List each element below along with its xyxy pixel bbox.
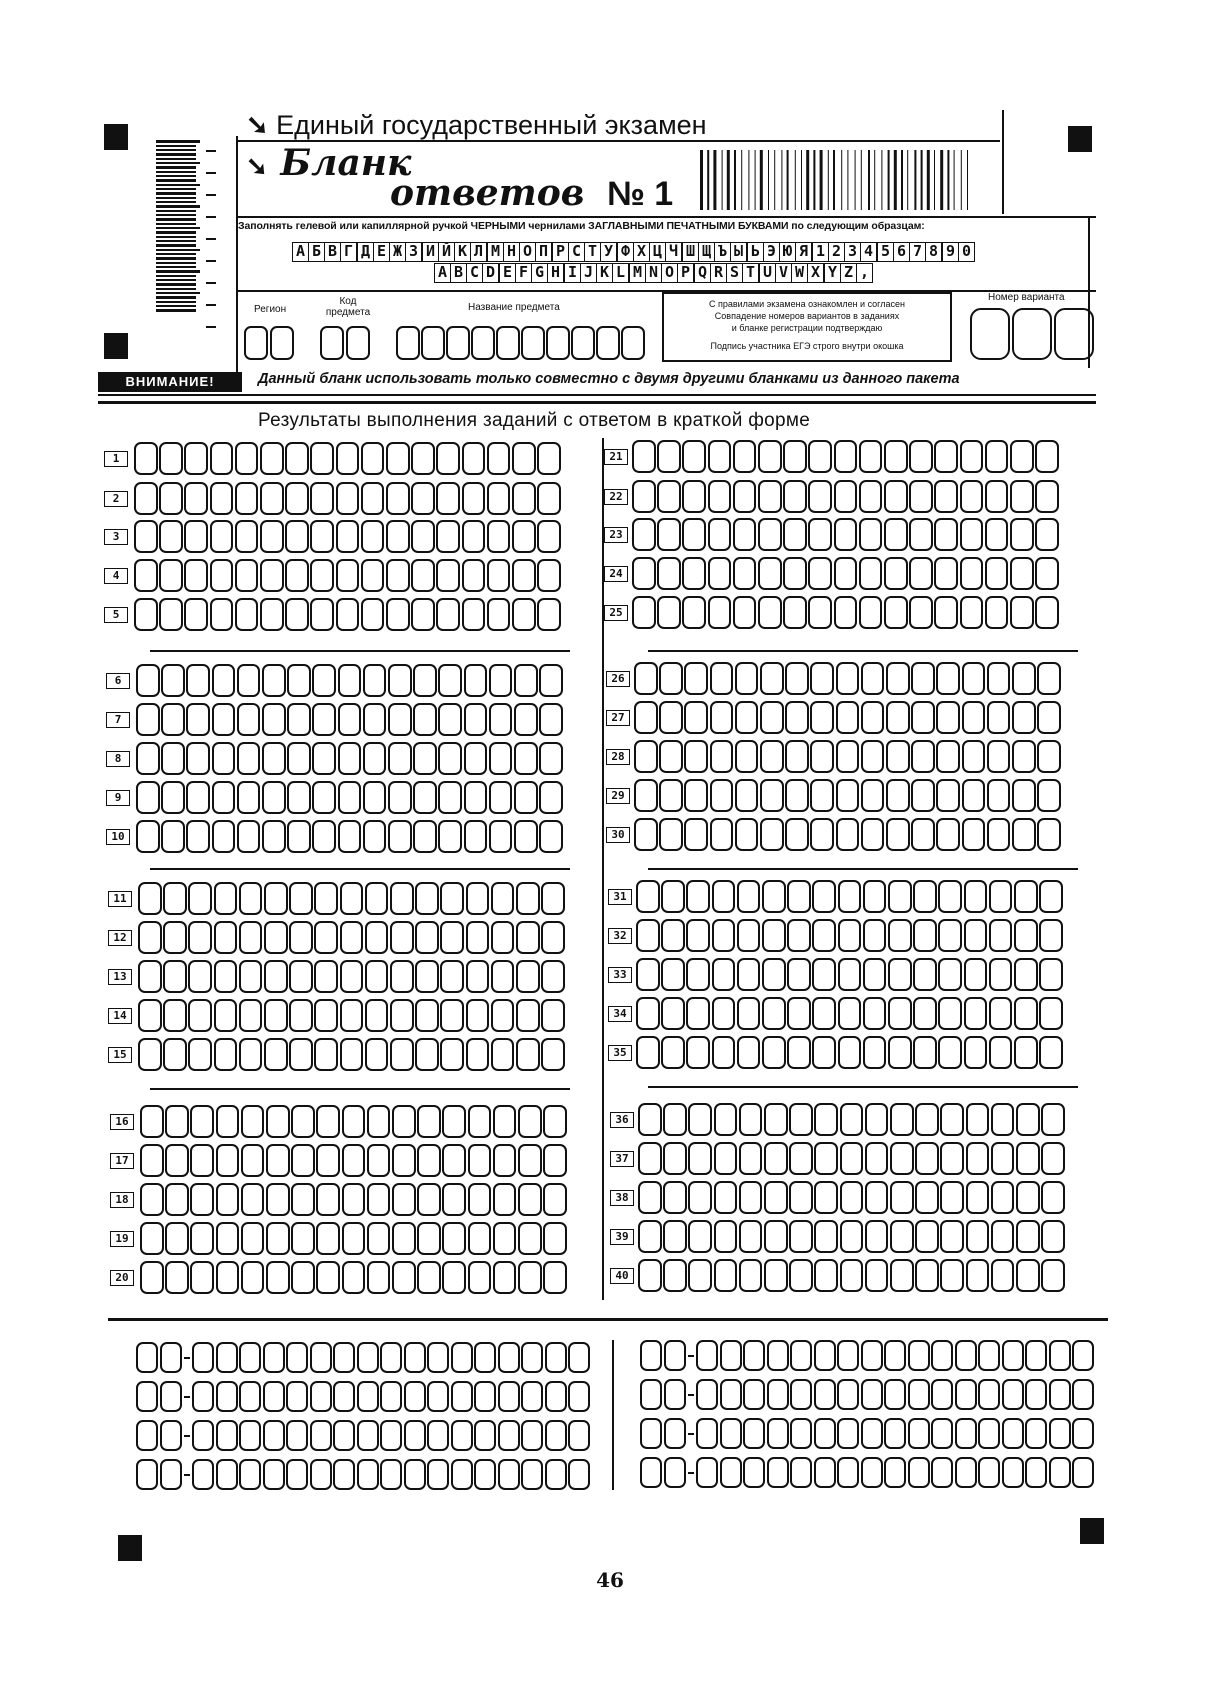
replacement-answer-cell[interactable] bbox=[696, 1457, 718, 1488]
sample-letter: V bbox=[775, 263, 792, 283]
replacement-answer-cell[interactable] bbox=[743, 1379, 765, 1410]
sample-letter: К bbox=[454, 242, 471, 262]
task-number-label: 28 bbox=[606, 749, 630, 765]
replacement-answer-cell[interactable] bbox=[837, 1379, 859, 1410]
sample-letter: Ш bbox=[682, 242, 699, 262]
replacement-answer-cell[interactable] bbox=[216, 1420, 238, 1451]
sample-letter: D bbox=[482, 263, 499, 283]
sample-letter: Р bbox=[552, 242, 569, 262]
replacement-answer-cell[interactable] bbox=[404, 1459, 426, 1490]
task-number-label: 39 bbox=[610, 1229, 634, 1245]
sample-letter: Q bbox=[694, 263, 711, 283]
replacement-answer-cell[interactable] bbox=[720, 1418, 742, 1449]
agreement-line: С правилами экзамена ознакомлен и согласен bbox=[708, 299, 905, 309]
replacement-answer-cell[interactable] bbox=[978, 1340, 1000, 1371]
replacement-answer-cell[interactable] bbox=[521, 1420, 543, 1451]
replacement-answer-cell[interactable] bbox=[955, 1418, 977, 1449]
task-number-label: 18 bbox=[110, 1192, 134, 1208]
replacement-answer-cell[interactable] bbox=[1072, 1379, 1094, 1410]
replacement-answer-cell[interactable] bbox=[978, 1379, 1000, 1410]
sample-letter: С bbox=[568, 242, 585, 262]
replacement-answer-cell[interactable] bbox=[978, 1418, 1000, 1449]
replacement-answer-cell[interactable] bbox=[767, 1457, 789, 1488]
sample-letter: N bbox=[645, 263, 662, 283]
replacement-answer-cell[interactable] bbox=[1025, 1379, 1047, 1410]
replacement-answer-cell[interactable] bbox=[380, 1342, 402, 1373]
replacement-answer-cell[interactable] bbox=[474, 1381, 496, 1412]
replacement-answer-cell[interactable] bbox=[545, 1459, 567, 1490]
replacement-answer-cell[interactable] bbox=[380, 1420, 402, 1451]
replacement-divider bbox=[612, 1340, 614, 1490]
replacement-answer-cell[interactable] bbox=[239, 1342, 261, 1373]
replacement-answer-cell[interactable] bbox=[814, 1457, 836, 1488]
replacement-answer-cell[interactable] bbox=[837, 1340, 859, 1371]
sample-letter: O bbox=[661, 263, 678, 283]
replacement-answer-cell[interactable] bbox=[286, 1342, 308, 1373]
replacement-answer-cell[interactable] bbox=[767, 1340, 789, 1371]
dash-icon bbox=[184, 1357, 190, 1359]
sample-letter: 0 bbox=[958, 242, 975, 262]
task-number-label: 2 bbox=[104, 491, 128, 507]
replacement-answer-cell[interactable] bbox=[1049, 1379, 1071, 1410]
sample-letter: S bbox=[726, 263, 743, 283]
task-number-label: 40 bbox=[610, 1268, 634, 1284]
task-number-label: 27 bbox=[606, 710, 630, 726]
page-number: 46 bbox=[596, 1568, 624, 1592]
replacement-answer-cell[interactable] bbox=[790, 1418, 812, 1449]
replacement-answer-cell[interactable] bbox=[427, 1381, 449, 1412]
task-number-label: 36 bbox=[610, 1112, 634, 1128]
replacement-answer-cell[interactable] bbox=[451, 1381, 473, 1412]
replacement-answer-cell[interactable] bbox=[263, 1342, 285, 1373]
replacement-answer-cell[interactable] bbox=[310, 1459, 332, 1490]
sample-letter: P bbox=[677, 263, 694, 283]
fill-instruction: Заполнять гелевой или капиллярной ручкой ЧЕРНЫМИ чернилами ЗАГЛАВНЫМИ ПЕЧАТНЫМИ БУКВАМИ по следующим образцам: bbox=[238, 220, 925, 232]
replacement-answer-cell[interactable] bbox=[521, 1381, 543, 1412]
dash-icon bbox=[184, 1435, 190, 1437]
replacement-answer-cell[interactable] bbox=[310, 1381, 332, 1412]
replacement-answer-cell[interactable] bbox=[333, 1420, 355, 1451]
sample-letter: B bbox=[450, 263, 467, 283]
replacement-answer-cell[interactable] bbox=[568, 1342, 590, 1373]
replacement-answer-cell[interactable] bbox=[545, 1342, 567, 1373]
replacement-answer-cell[interactable] bbox=[568, 1459, 590, 1490]
replacement-answer-cell[interactable] bbox=[545, 1381, 567, 1412]
agreement-line: Совпадение номеров вариантов в заданиях bbox=[714, 311, 900, 321]
sample-letter: , bbox=[856, 263, 873, 283]
replacement-answer-cell[interactable] bbox=[286, 1420, 308, 1451]
replacement-answer-cell[interactable] bbox=[521, 1459, 543, 1490]
replacement-answer-cell[interactable] bbox=[767, 1379, 789, 1410]
replacement-answer-cell[interactable] bbox=[790, 1379, 812, 1410]
signature-hint: Подпись участника ЕГЭ строго внутри окошка bbox=[710, 341, 904, 351]
replacement-answer-cell[interactable] bbox=[357, 1420, 379, 1451]
replacement-answer-cell[interactable] bbox=[474, 1459, 496, 1490]
replacement-task-cell[interactable] bbox=[160, 1342, 182, 1373]
sample-letter: R bbox=[710, 263, 727, 283]
exam-title: ➘ Единый государственный экзамен bbox=[246, 110, 707, 140]
replacement-answer-cell[interactable] bbox=[498, 1420, 520, 1451]
sample-letter: Ж bbox=[389, 242, 406, 262]
replacement-task-cell[interactable] bbox=[640, 1418, 662, 1449]
subject-name-label: Название предмета bbox=[468, 302, 560, 313]
replacement-answer-cell[interactable] bbox=[380, 1381, 402, 1412]
sample-letter: 8 bbox=[925, 242, 942, 262]
task-number-label: 34 bbox=[608, 1006, 632, 1022]
replacement-answer-cell[interactable] bbox=[696, 1379, 718, 1410]
replacement-answer-cell[interactable] bbox=[310, 1420, 332, 1451]
replacement-answer-cell[interactable] bbox=[1072, 1418, 1094, 1449]
task-number-label: 10 bbox=[106, 829, 130, 845]
sample-letter: Е bbox=[373, 242, 390, 262]
sample-letter: Т bbox=[584, 242, 601, 262]
replacement-answer-cell[interactable] bbox=[1072, 1340, 1094, 1371]
replacement-answer-cell[interactable] bbox=[884, 1340, 906, 1371]
replacement-task-cell[interactable] bbox=[136, 1342, 158, 1373]
replacement-answer-cell[interactable] bbox=[931, 1418, 953, 1449]
sample-letter: F bbox=[515, 263, 532, 283]
replacement-answer-cell[interactable] bbox=[837, 1418, 859, 1449]
replacement-answer-cell[interactable] bbox=[1002, 1457, 1024, 1488]
replacement-answer-cell[interactable] bbox=[263, 1381, 285, 1412]
replacement-answer-cell[interactable] bbox=[955, 1340, 977, 1371]
task-number-label: 31 bbox=[608, 889, 632, 905]
task-number-label: 24 bbox=[604, 566, 628, 582]
sample-letter: K bbox=[596, 263, 613, 283]
replacement-answer-cell[interactable] bbox=[884, 1457, 906, 1488]
replacement-task-cell[interactable] bbox=[640, 1379, 662, 1410]
dash-icon bbox=[688, 1355, 694, 1357]
task-number-label: 9 bbox=[106, 790, 130, 806]
sample-letter: Ц bbox=[649, 242, 666, 262]
replacement-answer-cell[interactable] bbox=[498, 1459, 520, 1490]
sample-letter: X bbox=[807, 263, 824, 283]
sample-letter: 5 bbox=[877, 242, 894, 262]
dash-icon bbox=[688, 1394, 694, 1396]
replacement-answer-cell[interactable] bbox=[884, 1418, 906, 1449]
sample-letter: 1 bbox=[812, 242, 829, 262]
replacement-task-cell[interactable] bbox=[640, 1457, 662, 1488]
sample-letter: А bbox=[292, 242, 309, 262]
sample-letter: Я bbox=[795, 242, 812, 262]
replacement-answer-cell[interactable] bbox=[192, 1342, 214, 1373]
replacement-answer-cell[interactable] bbox=[861, 1379, 883, 1410]
sample-letter: H bbox=[547, 263, 564, 283]
replacement-answer-cell[interactable] bbox=[568, 1420, 590, 1451]
sample-letter: A bbox=[434, 263, 451, 283]
warning-label: ВНИМАНИЕ! bbox=[98, 372, 242, 392]
blank-title: ➘ Бланк bbox=[246, 142, 412, 184]
replacement-answer-cell[interactable] bbox=[837, 1457, 859, 1488]
task-number-label: 29 bbox=[606, 788, 630, 804]
task-number-label: 19 bbox=[110, 1231, 134, 1247]
sample-letter: 9 bbox=[942, 242, 959, 262]
replacement-answer-cell[interactable] bbox=[814, 1340, 836, 1371]
replacement-answer-cell[interactable] bbox=[333, 1459, 355, 1490]
replacement-answer-cell[interactable] bbox=[404, 1420, 426, 1451]
replacement-answer-cell[interactable] bbox=[498, 1381, 520, 1412]
replacement-answer-cell[interactable] bbox=[239, 1420, 261, 1451]
replacement-task-cell[interactable] bbox=[160, 1381, 182, 1412]
replacement-answer-cell[interactable] bbox=[1025, 1418, 1047, 1449]
replacement-answer-cell[interactable] bbox=[814, 1379, 836, 1410]
replacement-answer-cell[interactable] bbox=[192, 1381, 214, 1412]
replacement-answer-cell[interactable] bbox=[955, 1379, 977, 1410]
replacement-answer-cell[interactable] bbox=[931, 1379, 953, 1410]
replacement-answer-cell[interactable] bbox=[743, 1340, 765, 1371]
dash-icon bbox=[184, 1396, 190, 1398]
sample-letter: L bbox=[612, 263, 629, 283]
sample-letter: U bbox=[759, 263, 776, 283]
replacement-answer-cell[interactable] bbox=[931, 1457, 953, 1488]
arrow-icon: ➘ bbox=[246, 152, 268, 182]
replacement-answer-cell[interactable] bbox=[427, 1420, 449, 1451]
sample-letter: G bbox=[531, 263, 548, 283]
replacement-answer-cell[interactable] bbox=[216, 1381, 238, 1412]
task-number-label: 14 bbox=[108, 1008, 132, 1024]
replacement-answer-cell[interactable] bbox=[286, 1381, 308, 1412]
replacement-task-cell[interactable] bbox=[664, 1457, 686, 1488]
replacement-task-cell[interactable] bbox=[160, 1420, 182, 1451]
replacement-answer-cell[interactable] bbox=[427, 1459, 449, 1490]
replacement-answer-cell[interactable] bbox=[720, 1379, 742, 1410]
replacement-answer-cell[interactable] bbox=[1025, 1340, 1047, 1371]
sample-letter: З bbox=[405, 242, 422, 262]
task-number-label: 3 bbox=[104, 529, 128, 545]
sample-letter: Н bbox=[503, 242, 520, 262]
replacement-answer-cell[interactable] bbox=[263, 1459, 285, 1490]
sample-letter: Ь bbox=[747, 242, 764, 262]
replacement-answer-cell[interactable] bbox=[861, 1457, 883, 1488]
sample-letter: 4 bbox=[860, 242, 877, 262]
task-number-label: 37 bbox=[610, 1151, 634, 1167]
replacement-rule bbox=[108, 1318, 1108, 1321]
sample-letter: О bbox=[519, 242, 536, 262]
task-number-label: 20 bbox=[110, 1270, 134, 1286]
task-number-label: 11 bbox=[108, 891, 132, 907]
replacement-answer-cell[interactable] bbox=[1049, 1457, 1071, 1488]
replacement-answer-cell[interactable] bbox=[1002, 1340, 1024, 1371]
section-title: Результаты выполнения заданий с ответом в краткой форме bbox=[258, 410, 811, 431]
replacement-answer-cell[interactable] bbox=[357, 1342, 379, 1373]
subject-code-label: Код предмета bbox=[325, 296, 371, 318]
replacement-answer-cell[interactable] bbox=[696, 1418, 718, 1449]
replacement-answer-cell[interactable] bbox=[192, 1459, 214, 1490]
replacement-answer-cell[interactable] bbox=[568, 1381, 590, 1412]
dash-icon bbox=[688, 1433, 694, 1435]
replacement-answer-cell[interactable] bbox=[239, 1381, 261, 1412]
replacement-answer-cell[interactable] bbox=[357, 1459, 379, 1490]
replacement-answer-cell[interactable] bbox=[521, 1342, 543, 1373]
sample-letter: Ф bbox=[617, 242, 634, 262]
task-number-label: 35 bbox=[608, 1045, 632, 1061]
sample-letter: Й bbox=[438, 242, 455, 262]
replacement-answer-cell[interactable] bbox=[861, 1340, 883, 1371]
sample-letter: Д bbox=[357, 242, 374, 262]
sample-letter: П bbox=[535, 242, 552, 262]
replacement-answer-cell[interactable] bbox=[1002, 1418, 1024, 1449]
task-number-label: 30 bbox=[606, 827, 630, 843]
variant-label: Номер варианта bbox=[988, 292, 1065, 303]
task-number-label: 21 bbox=[604, 449, 628, 465]
sample-letter: C bbox=[466, 263, 483, 283]
replacement-task-cell[interactable] bbox=[664, 1418, 686, 1449]
replacement-answer-cell[interactable] bbox=[743, 1418, 765, 1449]
sample-letter: Э bbox=[763, 242, 780, 262]
replacement-answer-cell[interactable] bbox=[861, 1418, 883, 1449]
replacement-answer-cell[interactable] bbox=[1072, 1457, 1094, 1488]
replacement-answer-cell[interactable] bbox=[743, 1457, 765, 1488]
sample-letter: 6 bbox=[893, 242, 910, 262]
dash-icon bbox=[688, 1472, 694, 1474]
replacement-answer-cell[interactable] bbox=[790, 1457, 812, 1488]
task-number-label: 15 bbox=[108, 1047, 132, 1063]
replacement-answer-cell[interactable] bbox=[908, 1457, 930, 1488]
replacement-answer-cell[interactable] bbox=[286, 1459, 308, 1490]
task-number-label: 8 bbox=[106, 751, 130, 767]
sample-letter: Щ bbox=[698, 242, 715, 262]
sample-letter: Х bbox=[633, 242, 650, 262]
task-number-label: 25 bbox=[604, 605, 628, 621]
task-number-label: 5 bbox=[104, 607, 128, 623]
replacement-answer-cell[interactable] bbox=[790, 1340, 812, 1371]
task-number-label: 38 bbox=[610, 1190, 634, 1206]
replacement-answer-cell[interactable] bbox=[545, 1420, 567, 1451]
replacement-answer-cell[interactable] bbox=[720, 1457, 742, 1488]
sample-letter: Z bbox=[840, 263, 857, 283]
replacement-answer-cell[interactable] bbox=[404, 1342, 426, 1373]
replacement-answer-cell[interactable] bbox=[333, 1381, 355, 1412]
warning-text: Данный бланк использовать только совместно с двумя другими бланками из данного пакета bbox=[258, 371, 960, 387]
sample-letter: 7 bbox=[909, 242, 926, 262]
sample-letter: Ч bbox=[665, 242, 682, 262]
replacement-task-cell[interactable] bbox=[136, 1459, 158, 1490]
task-number-label: 17 bbox=[110, 1153, 134, 1169]
answers-title: ответов № 1 bbox=[390, 172, 674, 214]
replacement-answer-cell[interactable] bbox=[216, 1342, 238, 1373]
sample-letter: Ъ bbox=[714, 242, 731, 262]
task-number-label: 1 bbox=[104, 451, 128, 467]
sample-letter: 2 bbox=[828, 242, 845, 262]
sample-letter: В bbox=[324, 242, 341, 262]
sample-letter: Y bbox=[824, 263, 841, 283]
replacement-answer-cell[interactable] bbox=[696, 1340, 718, 1371]
region-label: Регион bbox=[254, 304, 287, 315]
arrow-icon: ➘ bbox=[246, 110, 269, 140]
task-number-label: 7 bbox=[106, 712, 130, 728]
replacement-answer-cell[interactable] bbox=[357, 1381, 379, 1412]
replacement-answer-cell[interactable] bbox=[310, 1342, 332, 1373]
sample-letter: Ю bbox=[779, 242, 796, 262]
sample-letter: Г bbox=[340, 242, 357, 262]
replacement-answer-cell[interactable] bbox=[814, 1418, 836, 1449]
sample-letter: E bbox=[499, 263, 516, 283]
replacement-answer-cell[interactable] bbox=[908, 1379, 930, 1410]
task-number-label: 6 bbox=[106, 673, 130, 689]
sample-letter: И bbox=[422, 242, 439, 262]
sample-letter: J bbox=[580, 263, 597, 283]
sample-letter: I bbox=[564, 263, 581, 283]
sample-letter: Ы bbox=[730, 242, 747, 262]
replacement-answer-cell[interactable] bbox=[931, 1340, 953, 1371]
replacement-task-cell[interactable] bbox=[640, 1340, 662, 1371]
replacement-answer-cell[interactable] bbox=[451, 1342, 473, 1373]
replacement-answer-cell[interactable] bbox=[908, 1418, 930, 1449]
sample-letter: W bbox=[791, 263, 808, 283]
replacement-answer-cell[interactable] bbox=[263, 1420, 285, 1451]
agreement-line: и бланке регистрации подтверждаю bbox=[731, 323, 883, 333]
replacement-answer-cell[interactable] bbox=[216, 1459, 238, 1490]
replacement-answer-cell[interactable] bbox=[720, 1340, 742, 1371]
task-number-label: 13 bbox=[108, 969, 132, 985]
sample-letter: 3 bbox=[844, 242, 861, 262]
replacement-task-cell[interactable] bbox=[664, 1379, 686, 1410]
replacement-answer-cell[interactable] bbox=[767, 1418, 789, 1449]
task-number-label: 26 bbox=[606, 671, 630, 687]
task-number-label: 33 bbox=[608, 967, 632, 983]
replacement-answer-cell[interactable] bbox=[498, 1342, 520, 1373]
replacement-task-cell[interactable] bbox=[664, 1340, 686, 1371]
replacement-answer-cell[interactable] bbox=[404, 1381, 426, 1412]
task-number-label: 12 bbox=[108, 930, 132, 946]
sample-letter: У bbox=[600, 242, 617, 262]
replacement-answer-cell[interactable] bbox=[1025, 1457, 1047, 1488]
replacement-answer-cell[interactable] bbox=[474, 1420, 496, 1451]
task-number-label: 23 bbox=[604, 527, 628, 543]
sample-letter: М bbox=[487, 242, 504, 262]
task-number-label: 16 bbox=[110, 1114, 134, 1130]
replacement-answer-cell[interactable] bbox=[908, 1340, 930, 1371]
replacement-answer-cell[interactable] bbox=[474, 1342, 496, 1373]
replacement-answer-cell[interactable] bbox=[955, 1457, 977, 1488]
sample-letter: Л bbox=[470, 242, 487, 262]
sample-letter: T bbox=[742, 263, 759, 283]
dash-icon bbox=[184, 1474, 190, 1476]
replacement-answer-cell[interactable] bbox=[1049, 1418, 1071, 1449]
replacement-answer-cell[interactable] bbox=[884, 1379, 906, 1410]
sample-letter: Б bbox=[308, 242, 325, 262]
replacement-answer-cell[interactable] bbox=[333, 1342, 355, 1373]
replacement-answer-cell[interactable] bbox=[427, 1342, 449, 1373]
replacement-answer-cell[interactable] bbox=[380, 1459, 402, 1490]
replacement-answer-cell[interactable] bbox=[239, 1459, 261, 1490]
task-number-label: 32 bbox=[608, 928, 632, 944]
replacement-task-cell[interactable] bbox=[136, 1381, 158, 1412]
replacement-answer-cell[interactable] bbox=[451, 1459, 473, 1490]
sample-letter: M bbox=[629, 263, 646, 283]
replacement-answer-cell[interactable] bbox=[451, 1420, 473, 1451]
replacement-answer-cell[interactable] bbox=[1049, 1340, 1071, 1371]
replacement-task-cell[interactable] bbox=[160, 1459, 182, 1490]
task-number-label: 22 bbox=[604, 489, 628, 505]
replacement-task-cell[interactable] bbox=[136, 1420, 158, 1451]
replacement-answer-cell[interactable] bbox=[192, 1420, 214, 1451]
replacement-answer-cell[interactable] bbox=[978, 1457, 1000, 1488]
task-number-label: 4 bbox=[104, 568, 128, 584]
replacement-answer-cell[interactable] bbox=[1002, 1379, 1024, 1410]
